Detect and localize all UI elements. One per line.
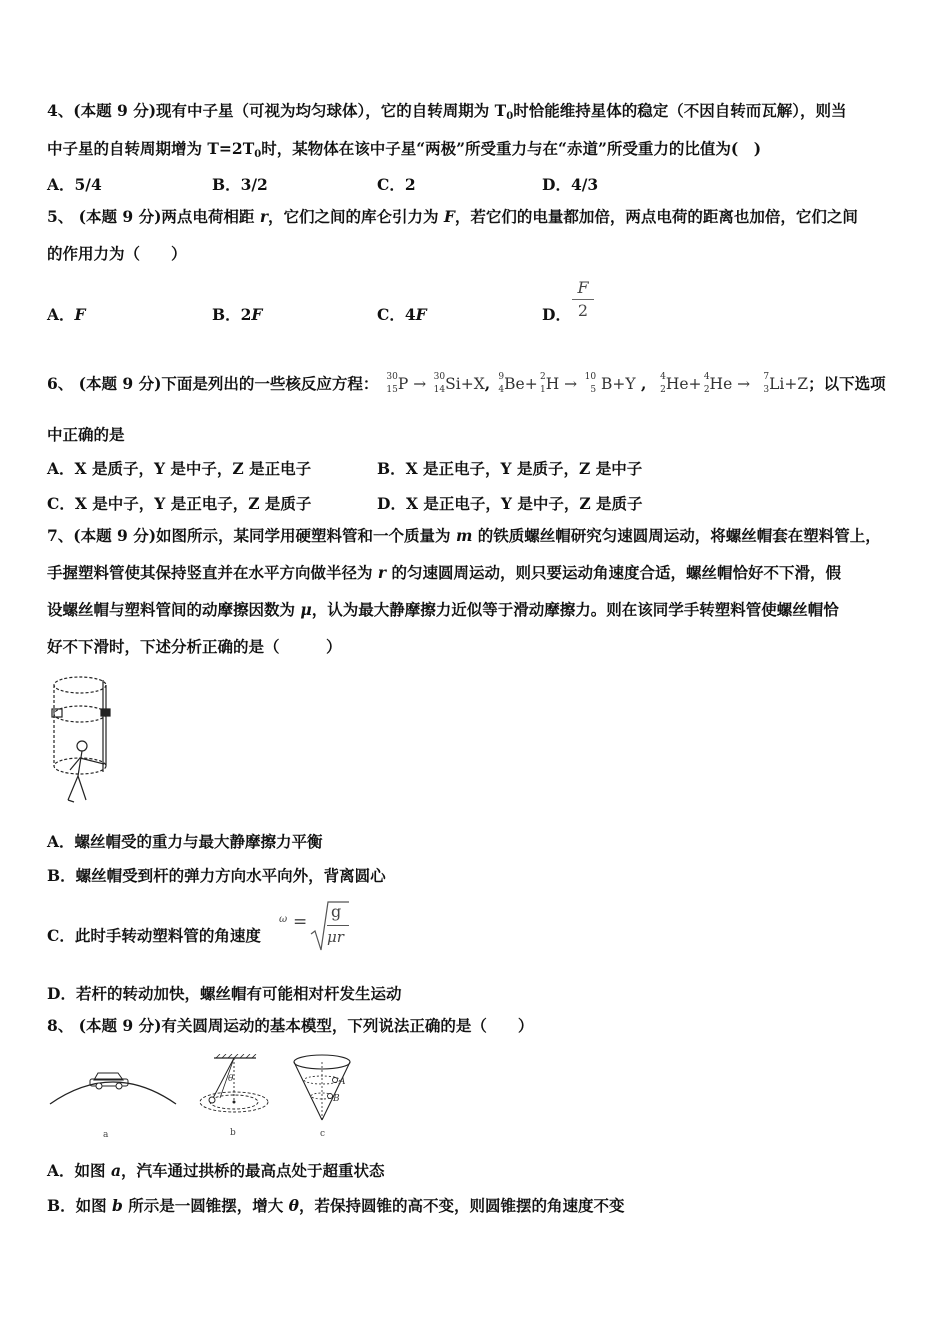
q8-figure-b-conical-pendulum: [188, 1054, 284, 1142]
mass-number: 10: [584, 372, 597, 382]
atomic-number: 4: [498, 385, 505, 395]
q7-var-r: r: [377, 563, 387, 582]
isotope-b: [582, 373, 596, 395]
q5-text-1b: ，它们之间的库仑引力为: [268, 207, 444, 226]
q5-option-a-label: A．: [47, 305, 75, 324]
q5-option-d-fraction: [572, 279, 594, 320]
q8-option-a-text-2: ，汽车通过拱桥的最高点处于超重状态: [120, 1161, 385, 1180]
q7-figure-tube-rotation: [48, 672, 118, 807]
pendulum-bob: [209, 1097, 215, 1103]
q5-fraction-numerator: F: [577, 278, 589, 297]
q7-var-m: m: [455, 526, 473, 545]
atomic-number: 2: [660, 385, 666, 395]
atomic-number: 2: [703, 385, 710, 395]
mass-number: 30: [386, 372, 398, 382]
q5-option-a[interactable]: [47, 303, 86, 325]
q8-option-b-theta: θ: [288, 1196, 299, 1215]
formula-text: He+: [665, 375, 702, 393]
atomic-number: 3: [763, 385, 770, 395]
ball-b-label: B: [333, 1094, 340, 1104]
mass-number: 2: [539, 372, 546, 382]
q6-option-b[interactable]: B．X 是正电子，Y 是质子，Z 是中子: [377, 459, 643, 478]
q7-option-c[interactable]: [47, 924, 261, 946]
separator: ,: [484, 374, 491, 393]
q8-option-a-text-1: A．如图: [47, 1161, 111, 1180]
q5-option-d-label: D．: [542, 305, 571, 324]
q5-option-c-label: C．4: [377, 305, 416, 324]
q5-fraction-denominator: 2: [577, 301, 589, 320]
formula-text: Si+X: [445, 375, 485, 393]
ball-a-label: A: [339, 1077, 346, 1087]
q5-option-b[interactable]: [212, 303, 262, 325]
q7-var-mu: μ: [300, 600, 312, 619]
formula-text: P →: [397, 375, 427, 393]
q6-line2: 中正确的是: [47, 425, 125, 444]
nuclear-equation-1: [384, 372, 485, 395]
q4-text-2a: 中子星的自转周期增为 T=2T: [47, 139, 255, 158]
q4-text-1a: 4、(本题 9 分)现有中子星（可视为均匀球体），它的自转周期为 T: [47, 101, 507, 120]
mass-number: 7: [763, 372, 770, 382]
q5-text-1a: 5、 (本题 9 分)两点电荷相距: [47, 207, 260, 226]
separator: ,: [641, 374, 647, 393]
q4-text-1b: 时恰能维持星体的稳定（不因自转而瓦解），则当: [513, 101, 847, 120]
q8-option-b-text-3: ，若保持圆锥的高不变，则圆锥摆的角速度不变: [298, 1196, 625, 1215]
q4-option-c[interactable]: C．2: [377, 175, 416, 194]
q8-option-a-var: a: [110, 1161, 121, 1180]
q4-line1: [47, 101, 846, 127]
q7-text-2a: 手握塑料管使其保持竖直并在水平方向做半径为: [47, 563, 378, 582]
isotope-he: [652, 373, 666, 395]
q7-option-b[interactable]: B．螺丝帽受到杆的弹力方向水平向外，背离圆心: [47, 866, 386, 885]
q6-line1: [47, 373, 886, 395]
q8-figure-a-arch-bridge: [46, 1056, 180, 1142]
q8-line1: 8、 (本题 9 分)有关圆周运动的基本模型，下列说法正确的是（ ）: [47, 1016, 534, 1035]
q5-var-r: r: [259, 207, 268, 226]
orbit-center: [233, 1101, 236, 1104]
ball-b: [328, 1094, 333, 1099]
formula-text: B+Y: [601, 375, 636, 393]
q8-option-b-var: b: [112, 1196, 123, 1215]
formula-text: Be+: [504, 375, 538, 393]
q4-option-b[interactable]: B．3/2: [212, 175, 268, 194]
q7-text-3b: ，认为最大静摩擦力近似等于滑动摩擦力。则在该同学手转塑料管使螺丝帽恰: [311, 600, 839, 619]
car-icon: [90, 1073, 128, 1089]
q8-option-b[interactable]: [47, 1194, 625, 1216]
q6-text-1-end: ；以下选项: [808, 374, 886, 393]
q4-sub-1: 0: [506, 111, 514, 122]
isotope-si: [431, 373, 445, 395]
q7-line2: [47, 563, 841, 583]
mass-number: 4: [660, 372, 666, 382]
q5-var-f: F: [443, 207, 455, 226]
q8-option-b-text-1: B．如图: [47, 1196, 112, 1215]
q5-option-c[interactable]: [377, 303, 427, 325]
q7-text-2b: 的匀速圆周运动，则只要运动角速度合适，螺丝帽恰好不下滑，假: [386, 563, 841, 582]
q5-text-1c: ，若它们的电量都加倍，两点电荷的距离也加倍，它们之间: [454, 207, 858, 226]
atomic-number: 15: [386, 385, 398, 395]
ball-a: [333, 1078, 338, 1083]
q7-line3: [47, 600, 839, 620]
q6-option-c[interactable]: C．X 是中子，Y 是正电子，Z 是质子: [47, 494, 312, 513]
q5-option-b-label: B．2: [212, 305, 252, 324]
q7-text-3a: 设螺丝帽与塑料管间的动摩擦因数为: [47, 600, 301, 619]
q7-option-a[interactable]: A．螺丝帽受的重力与最大静摩擦力平衡: [47, 832, 323, 851]
nuclear-equation-2: [490, 372, 636, 395]
q4-sub-2: 0: [254, 149, 262, 160]
q7-option-d[interactable]: D．若杆的转动加快，螺丝帽有可能相对杆发生运动: [47, 984, 402, 1003]
figure-b-label: b: [230, 1128, 236, 1138]
q4-option-a[interactable]: A．5/4: [47, 175, 102, 194]
isotope-be: [490, 373, 504, 395]
theta-label: θ: [228, 1074, 234, 1084]
fraction-bar: [327, 925, 349, 926]
q6-option-a[interactable]: A．X 是质子，Y 是中子，Z 是正电子: [47, 459, 312, 478]
sqrt-denominator: μr: [327, 928, 344, 946]
q7-text-1b: 的铁质螺丝帽研究匀速圆周运动，将螺丝帽套在塑料管上，: [472, 526, 881, 545]
nut-right: [101, 709, 110, 716]
q7-line4: 好不下滑时，下述分析正确的是（ ）: [47, 637, 342, 656]
top-circle: [54, 677, 106, 693]
q5-option-a-value: F: [74, 305, 86, 324]
isotope-p: [384, 373, 398, 395]
q5-line1: [47, 207, 858, 227]
equals-sign: =: [293, 912, 308, 932]
figure-a-label: a: [103, 1130, 109, 1140]
q8-option-a[interactable]: [47, 1159, 385, 1181]
q6-text-1a: 6、 (本题 9 分)下面是列出的一些核反应方程：: [47, 374, 379, 393]
q5-option-b-value: F: [251, 305, 263, 324]
mass-number: 9: [498, 372, 505, 382]
formula-text: He →: [709, 375, 751, 393]
q7-option-c-text: C．此时手转动塑料管的角速度: [47, 926, 261, 945]
q8-option-b-text-2: 所示是一圆锥摆，增大: [122, 1196, 289, 1215]
mass-number: 30: [433, 372, 446, 382]
q4-option-d[interactable]: D．4/3: [542, 175, 599, 194]
arch-bridge: [50, 1082, 176, 1104]
atomic-number: 5: [590, 385, 597, 395]
q4-line2: [47, 139, 761, 165]
isotope-he: [702, 373, 710, 395]
nuclear-equation-3: [652, 372, 809, 395]
isotope-h: [538, 373, 546, 395]
fraction-bar: [572, 299, 594, 300]
q6-option-d[interactable]: D．X 是正电子，Y 是中子，Z 是质子: [377, 494, 643, 513]
atomic-number: 1: [539, 385, 546, 395]
q5-option-d[interactable]: [542, 303, 571, 325]
figure-c-label: c: [320, 1129, 326, 1139]
isotope-li: [755, 373, 769, 395]
q5-option-c-value: F: [415, 305, 427, 324]
omega-symbol: ω: [279, 914, 288, 925]
person-head: [77, 741, 87, 751]
sqrt-numerator: g: [331, 902, 342, 921]
atomic-number: 14: [433, 385, 446, 395]
mass-number: 4: [703, 372, 710, 382]
q5-line2: 的作用力为（ ）: [47, 244, 187, 263]
q8-figure-c-cone: [290, 1050, 360, 1142]
formula-text: H →: [545, 375, 578, 393]
q7-line1: [47, 526, 881, 546]
q4-text-2b: 时，某物体在该中子星“两极”所受重力与在“赤道”所受重力的比值为( ): [261, 139, 762, 158]
formula-text: Li+Z: [769, 375, 809, 393]
q7-omega-formula: [279, 900, 351, 952]
q7-text-1a: 7、(本题 9 分)如图所示，某同学用硬塑料管和一个质量为: [47, 526, 456, 545]
